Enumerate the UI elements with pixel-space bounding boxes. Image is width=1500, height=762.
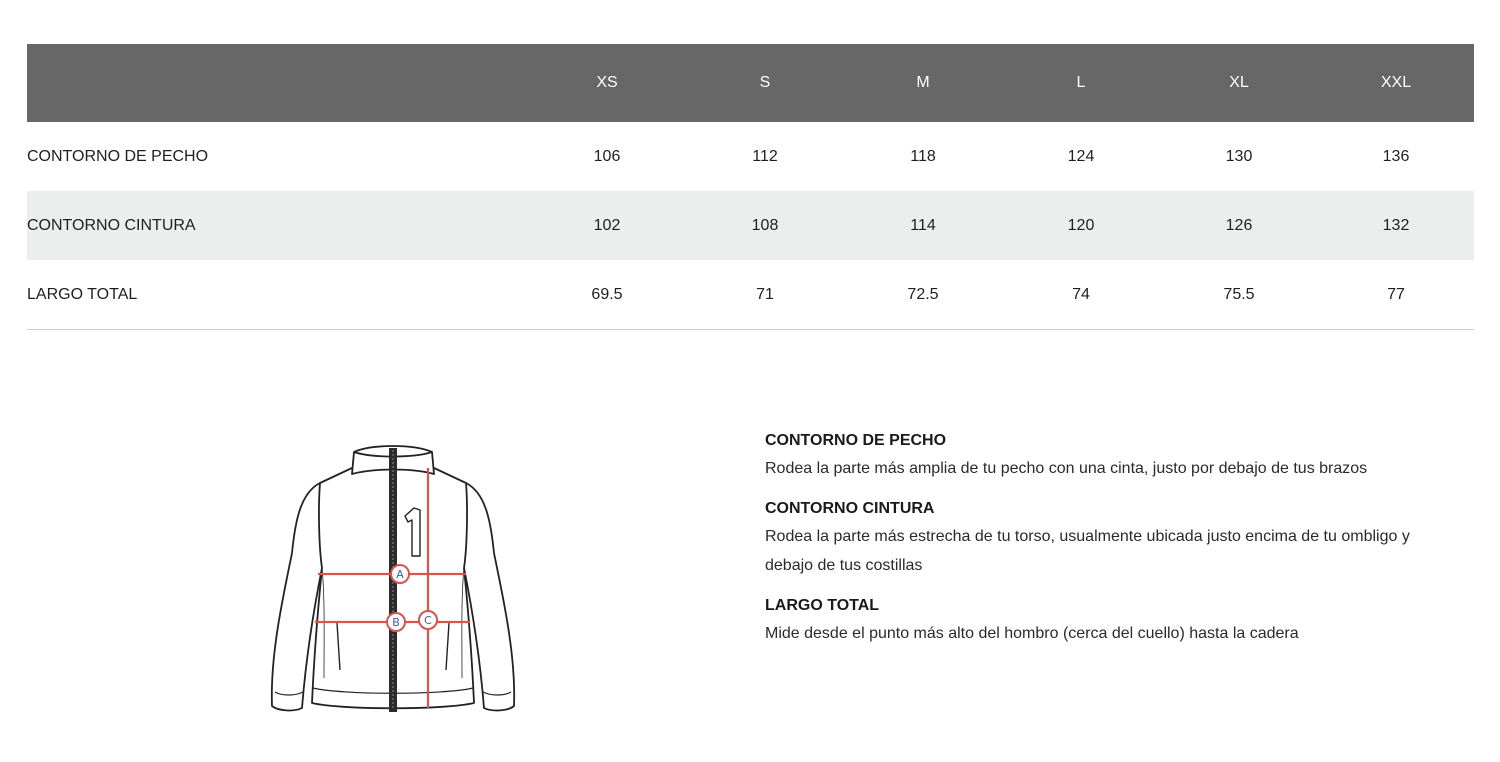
- marker-c-label: C: [424, 614, 432, 627]
- table-cell: 112: [752, 147, 778, 165]
- guide-item-chest: [765, 428, 1465, 483]
- table-cell: 136: [1382, 147, 1410, 165]
- table-cell: 77: [1318, 260, 1474, 330]
- size-header-row: [27, 44, 1474, 122]
- marker-c: [419, 611, 437, 629]
- table-cell: 120: [1002, 191, 1160, 260]
- header-cell-s: S: [686, 44, 844, 122]
- guide-item-waist: [765, 496, 1465, 580]
- header-cell-l: L: [1002, 44, 1160, 122]
- table-cell: 71: [686, 260, 844, 330]
- guide-description: Mide desde el punto más alto del hombro (cerca del cuello) hasta la cadera: [765, 625, 1299, 642]
- header-cell-empty: [27, 44, 528, 122]
- header-cell-xxl: XXL: [1318, 44, 1474, 122]
- table-row: [27, 191, 1474, 260]
- table-cell: 126: [1160, 191, 1318, 260]
- guide-title: CONTORNO DE PECHO: [765, 432, 947, 449]
- table-cell: 132: [1318, 191, 1474, 260]
- table-cell: 130: [1225, 147, 1253, 165]
- table-cell: 108: [686, 191, 844, 260]
- table-cell: 75.5: [1160, 260, 1318, 330]
- table-cell: 124: [1067, 147, 1095, 165]
- guide-description: Rodea la parte más amplia de tu pecho con una cinta, justo por debajo de tus brazos: [765, 460, 1368, 477]
- measurement-guide: [765, 428, 1465, 661]
- table-cell: 102: [528, 191, 686, 260]
- guide-title: LARGO TOTAL: [765, 597, 880, 614]
- jacket-measurement-diagram: [262, 438, 524, 720]
- header-cell-xs: XS: [528, 44, 686, 122]
- table-cell: 72.5: [844, 260, 1002, 330]
- marker-b: [387, 613, 405, 631]
- size-chart-table: [27, 44, 1474, 330]
- row-label: CONTORNO CINTURA: [27, 191, 528, 260]
- row-label: CONTORNO DE PECHO: [27, 147, 209, 165]
- guide-title: CONTORNO CINTURA: [765, 500, 935, 517]
- header-cell-m: M: [844, 44, 1002, 122]
- table-cell: 106: [593, 147, 621, 165]
- table-cell: 118: [910, 147, 936, 165]
- table-cell: 74: [1002, 260, 1160, 330]
- row-label: LARGO TOTAL: [27, 260, 528, 330]
- table-cell: 114: [844, 191, 1002, 260]
- table-row: [27, 260, 1474, 330]
- guide-description: Rodea la parte más estrecha de tu torso, usualmente ubicada justo encima de tu ombligo y debajo de tus costillas: [765, 528, 1410, 574]
- marker-a-label: A: [396, 568, 404, 581]
- table-cell: 69.5: [528, 260, 686, 330]
- marker-b-label: B: [392, 616, 400, 629]
- header-cell-xl: XL: [1160, 44, 1318, 122]
- guide-item-length: [765, 593, 1465, 648]
- table-row: [27, 122, 1474, 191]
- marker-a: [391, 565, 409, 583]
